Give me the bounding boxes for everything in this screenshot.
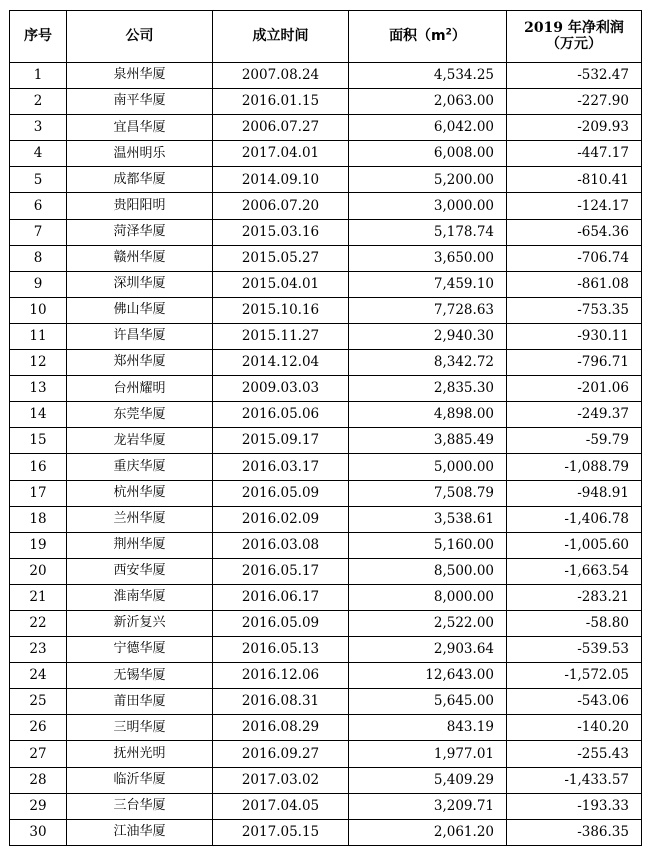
cell-established: 2014.12.04 [213,350,349,376]
cell-established: 2016.08.29 [213,715,349,741]
cell-index: 11 [10,323,67,349]
table-row [10,323,642,349]
header-row [10,11,642,63]
cell-area: 2,940.30 [349,323,507,349]
cell-index: 25 [10,689,67,715]
cell-area: 2,522.00 [349,610,507,636]
cell-company: 深圳华厦 [67,271,213,297]
cell-established: 2017.05.15 [213,819,349,845]
cell-index: 30 [10,819,67,845]
header-area [349,11,507,63]
cell-area: 3,885.49 [349,428,507,454]
cell-company: 宁德华厦 [67,637,213,663]
cell-area: 8,000.00 [349,584,507,610]
cell-index: 16 [10,454,67,480]
cell-profit: -532.47 [507,63,642,89]
cell-company: 三明华厦 [67,715,213,741]
cell-index: 7 [10,219,67,245]
cell-area: 6,008.00 [349,141,507,167]
table-row [10,141,642,167]
cell-area: 7,728.63 [349,297,507,323]
cell-index: 5 [10,167,67,193]
cell-established: 2016.01.15 [213,89,349,115]
cell-established: 2016.05.09 [213,480,349,506]
cell-established: 2015.04.01 [213,271,349,297]
cell-company: 抚州光明 [67,741,213,767]
cell-profit: -249.37 [507,402,642,428]
cell-profit: -58.80 [507,610,642,636]
cell-area: 4,898.00 [349,402,507,428]
cell-established: 2017.03.02 [213,767,349,793]
header-profit-line1: 2019 年净利润 [524,20,624,37]
table-row [10,402,642,428]
cell-index: 4 [10,141,67,167]
cell-established: 2006.07.27 [213,115,349,141]
cell-index: 23 [10,637,67,663]
table-row [10,115,642,141]
cell-profit: -59.79 [507,428,642,454]
cell-established: 2014.09.10 [213,167,349,193]
cell-company: 荆州华厦 [67,532,213,558]
cell-established: 2017.04.05 [213,793,349,819]
table-row [10,376,642,402]
cell-area: 4,534.25 [349,63,507,89]
table-row [10,297,642,323]
cell-established: 2016.09.27 [213,741,349,767]
cell-index: 22 [10,610,67,636]
cell-profit: -1,433.57 [507,767,642,793]
cell-index: 1 [10,63,67,89]
company-table [9,10,642,846]
cell-profit: -930.11 [507,323,642,349]
cell-area: 843.19 [349,715,507,741]
cell-established: 2007.08.24 [213,63,349,89]
cell-established: 2016.05.06 [213,402,349,428]
cell-profit: -283.21 [507,584,642,610]
table-row [10,663,642,689]
cell-index: 9 [10,271,67,297]
table-row [10,271,642,297]
table-row [10,480,642,506]
cell-company: 台州耀明 [67,376,213,402]
cell-index: 21 [10,584,67,610]
header-established: 成立时间 [213,11,349,63]
cell-index: 29 [10,793,67,819]
cell-established: 2015.09.17 [213,428,349,454]
cell-established: 2006.07.20 [213,193,349,219]
cell-index: 12 [10,350,67,376]
cell-area: 12,643.00 [349,663,507,689]
cell-company: 杭州华厦 [67,480,213,506]
cell-company: 佛山华厦 [67,297,213,323]
table-row [10,689,642,715]
cell-index: 2 [10,89,67,115]
table-row [10,193,642,219]
cell-company: 临沂华厦 [67,767,213,793]
cell-profit: -1,005.60 [507,532,642,558]
table-row [10,819,642,845]
cell-established: 2015.11.27 [213,323,349,349]
cell-profit: -1,572.05 [507,663,642,689]
cell-profit: -753.35 [507,297,642,323]
cell-established: 2016.05.17 [213,558,349,584]
table-row [10,167,642,193]
cell-index: 26 [10,715,67,741]
cell-profit: -201.06 [507,376,642,402]
cell-company: 三台华厦 [67,793,213,819]
cell-company: 南平华厦 [67,89,213,115]
cell-established: 2016.06.17 [213,584,349,610]
table-row [10,741,642,767]
cell-company: 新沂复兴 [67,610,213,636]
cell-area: 8,342.72 [349,350,507,376]
header-profit [507,11,642,63]
cell-company: 龙岩华厦 [67,428,213,454]
cell-company: 温州明乐 [67,141,213,167]
cell-profit: -543.06 [507,689,642,715]
cell-profit: -796.71 [507,350,642,376]
cell-established: 2016.03.17 [213,454,349,480]
table-row [10,767,642,793]
table-row [10,793,642,819]
cell-profit: -386.35 [507,819,642,845]
cell-index: 17 [10,480,67,506]
table-row [10,637,642,663]
cell-company: 贵阳阳明 [67,193,213,219]
table-row [10,610,642,636]
table-row [10,428,642,454]
cell-area: 5,160.00 [349,532,507,558]
data-table-container [9,10,641,846]
cell-profit: -209.93 [507,115,642,141]
table-row [10,532,642,558]
header-company: 公司 [67,11,213,63]
cell-company: 无锡华厦 [67,663,213,689]
cell-index: 27 [10,741,67,767]
cell-area: 5,178.74 [349,219,507,245]
header-profit-line2: （万元） [546,35,602,52]
cell-index: 28 [10,767,67,793]
cell-company: 江油华厦 [67,819,213,845]
table-row [10,63,642,89]
cell-index: 10 [10,297,67,323]
cell-area: 2,063.00 [349,89,507,115]
cell-profit: -124.17 [507,193,642,219]
table-row [10,715,642,741]
cell-profit: -810.41 [507,167,642,193]
header-area-close: ） [451,27,466,44]
cell-profit: -539.53 [507,637,642,663]
table-row [10,506,642,532]
cell-index: 18 [10,506,67,532]
cell-index: 13 [10,376,67,402]
cell-area: 2,061.20 [349,819,507,845]
cell-profit: -948.91 [507,480,642,506]
table-row [10,219,642,245]
header-area-text: 面积（m [389,27,446,44]
header-area-sup: 2 [445,27,452,38]
cell-profit: -1,088.79 [507,454,642,480]
cell-company: 莆田华厦 [67,689,213,715]
cell-area: 3,000.00 [349,193,507,219]
cell-established: 2015.03.16 [213,219,349,245]
cell-index: 19 [10,532,67,558]
cell-area: 1,977.01 [349,741,507,767]
cell-index: 3 [10,115,67,141]
cell-area: 5,200.00 [349,167,507,193]
table-row [10,350,642,376]
cell-established: 2015.10.16 [213,297,349,323]
cell-company: 成都华厦 [67,167,213,193]
cell-area: 5,409.29 [349,767,507,793]
cell-established: 2016.05.13 [213,637,349,663]
cell-company: 泉州华厦 [67,63,213,89]
cell-profit: -193.33 [507,793,642,819]
table-row [10,558,642,584]
cell-company: 宜昌华厦 [67,115,213,141]
cell-profit: -447.17 [507,141,642,167]
cell-company: 许昌华厦 [67,323,213,349]
table-row [10,584,642,610]
cell-profit: -1,406.78 [507,506,642,532]
cell-established: 2016.12.06 [213,663,349,689]
cell-profit: -861.08 [507,271,642,297]
table-row [10,454,642,480]
cell-area: 8,500.00 [349,558,507,584]
cell-established: 2015.05.27 [213,245,349,271]
cell-area: 5,645.00 [349,689,507,715]
cell-index: 6 [10,193,67,219]
cell-company: 菏泽华厦 [67,219,213,245]
cell-area: 2,835.30 [349,376,507,402]
cell-area: 6,042.00 [349,115,507,141]
cell-profit: -706.74 [507,245,642,271]
cell-area: 3,538.61 [349,506,507,532]
cell-company: 重庆华厦 [67,454,213,480]
table-row [10,245,642,271]
cell-area: 2,903.64 [349,637,507,663]
cell-index: 24 [10,663,67,689]
cell-profit: -140.20 [507,715,642,741]
cell-established: 2016.03.08 [213,532,349,558]
cell-company: 淮南华厦 [67,584,213,610]
cell-established: 2016.05.09 [213,610,349,636]
cell-area: 7,508.79 [349,480,507,506]
cell-company: 赣州华厦 [67,245,213,271]
table-body [10,63,642,846]
cell-index: 14 [10,402,67,428]
cell-profit: -227.90 [507,89,642,115]
cell-profit: -1,663.54 [507,558,642,584]
cell-company: 东莞华厦 [67,402,213,428]
cell-established: 2016.02.09 [213,506,349,532]
cell-area: 3,209.71 [349,793,507,819]
cell-established: 2009.03.03 [213,376,349,402]
cell-index: 8 [10,245,67,271]
cell-profit: -654.36 [507,219,642,245]
cell-company: 郑州华厦 [67,350,213,376]
cell-profit: -255.43 [507,741,642,767]
cell-company: 西安华厦 [67,558,213,584]
cell-index: 15 [10,428,67,454]
cell-company: 兰州华厦 [67,506,213,532]
table-row [10,89,642,115]
cell-established: 2017.04.01 [213,141,349,167]
cell-area: 7,459.10 [349,271,507,297]
cell-area: 5,000.00 [349,454,507,480]
cell-area: 3,650.00 [349,245,507,271]
cell-index: 20 [10,558,67,584]
header-index: 序号 [10,11,67,63]
cell-established: 2016.08.31 [213,689,349,715]
